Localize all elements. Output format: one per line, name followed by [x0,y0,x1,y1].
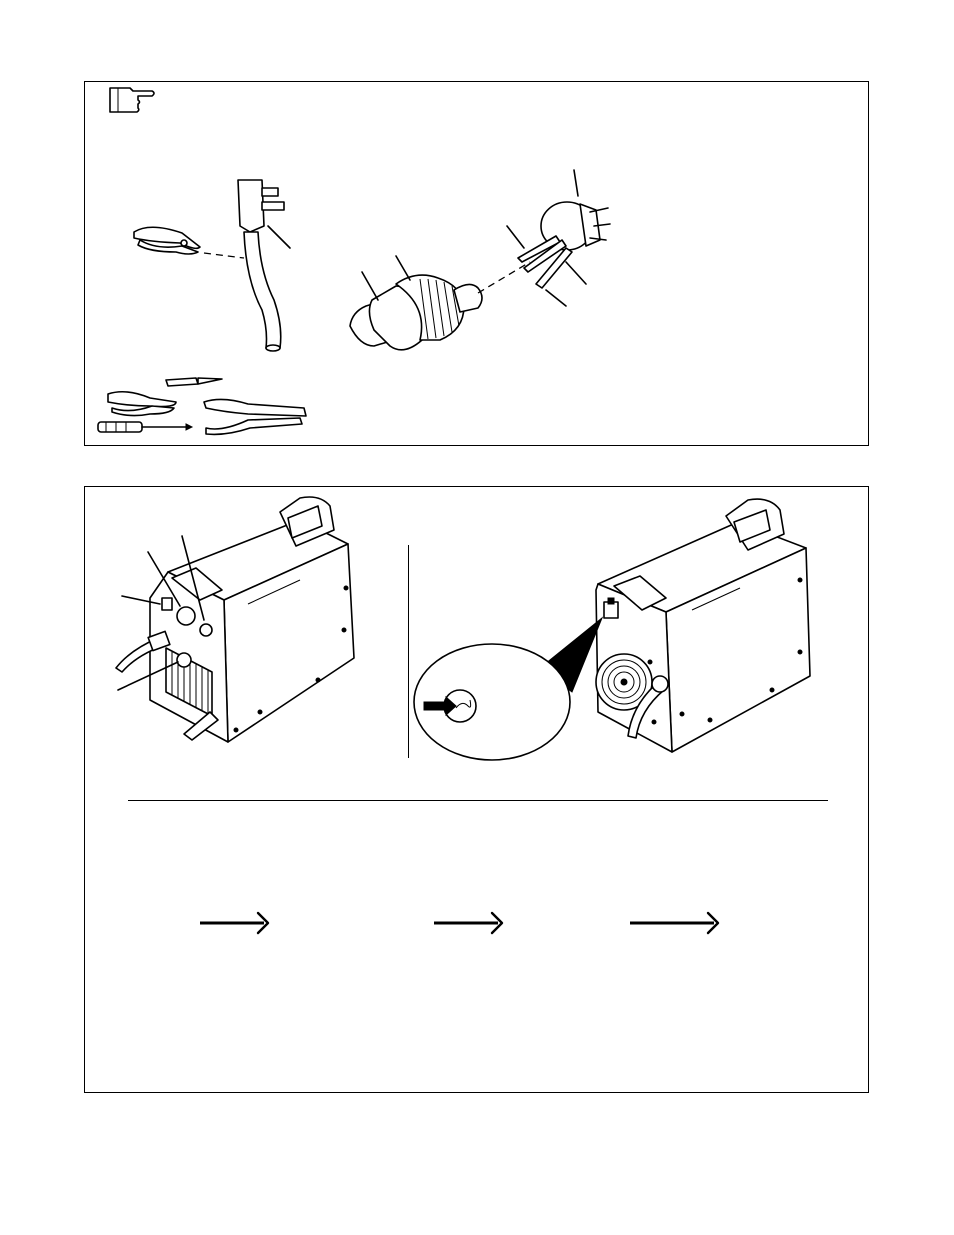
operation-panel [84,486,869,1093]
view-divider [408,545,409,758]
assembly-line [478,262,530,293]
knife-icon [166,378,222,386]
plug-housing-icon [350,256,482,350]
section-rule [128,800,828,801]
plug-insert-icon [507,170,610,306]
cut-line [204,253,244,258]
wire-stripper-icon [204,399,306,434]
pliers-icon [108,392,176,416]
diagonal-cutters-icon [134,227,200,254]
pointing-hand-icon [110,88,154,112]
screwdriver-icon [98,422,192,432]
power-cord-plug-icon [238,180,290,351]
